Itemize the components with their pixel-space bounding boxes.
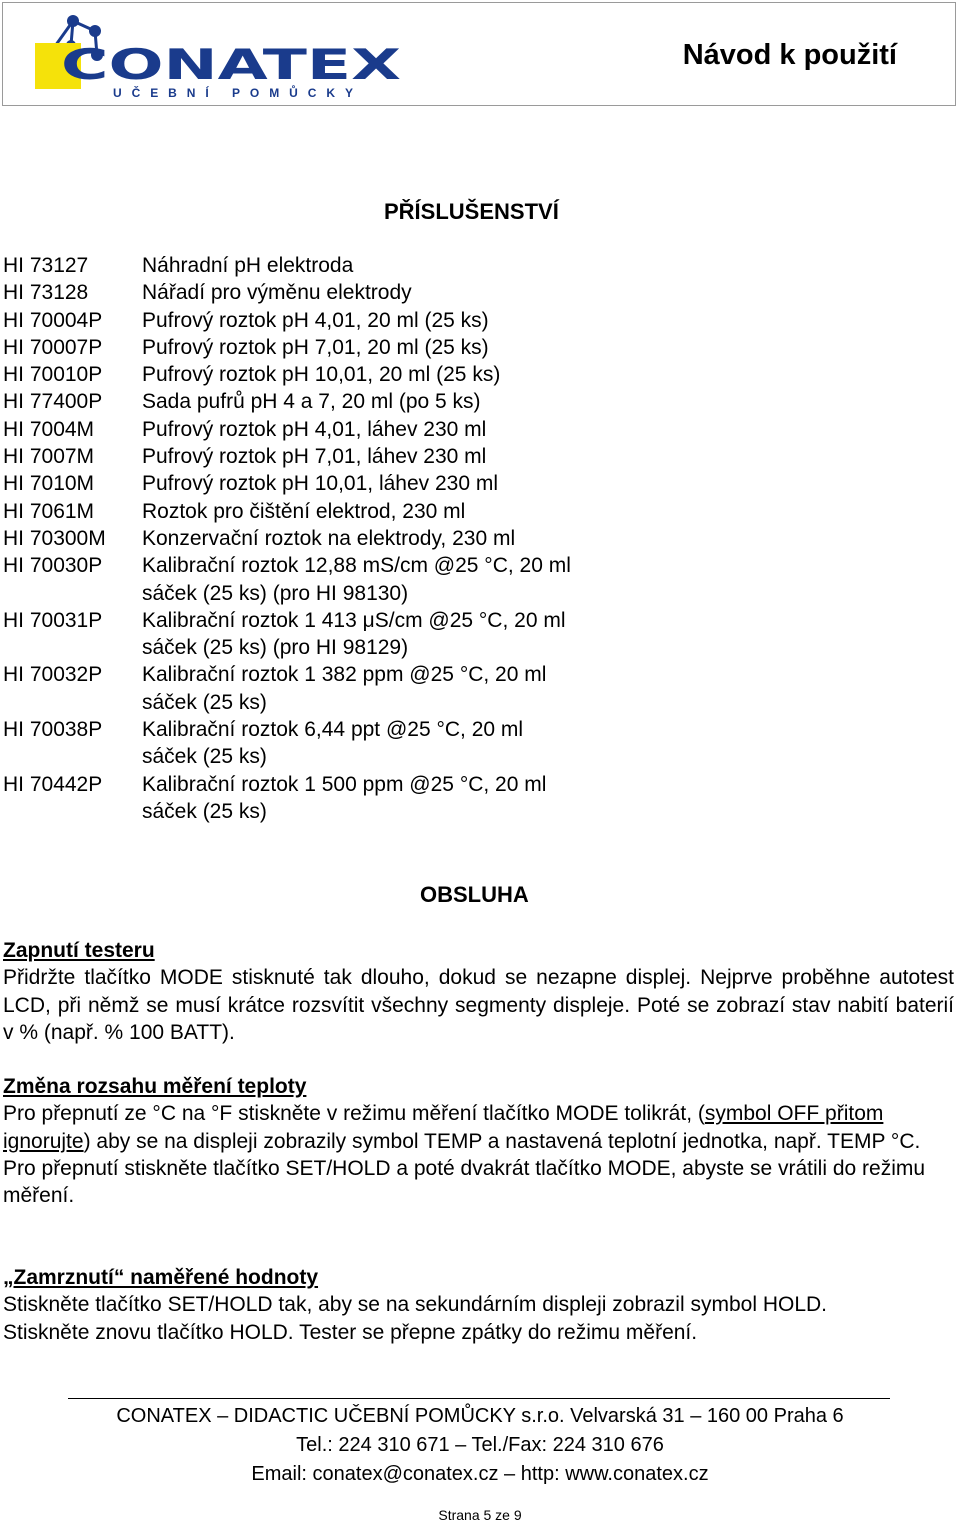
accessory-row bbox=[3, 361, 703, 388]
accessory-description-line: Pufrový roztok pH 10,01, láhev 230 ml bbox=[142, 472, 499, 496]
accessory-description bbox=[142, 661, 703, 716]
power-on-section bbox=[3, 937, 954, 1046]
accessory-description bbox=[142, 416, 703, 443]
page-header bbox=[2, 2, 956, 106]
accessory-description-line: Konzervační roztok na elektrody, 230 ml bbox=[142, 526, 516, 550]
temp-range-text2: Pro přepnutí stiskněte tlačítko SET/HOLD a poté dvakrát tlačítko MODE, abyste se vrátili do režimu měření. bbox=[3, 1156, 926, 1208]
accessory-row bbox=[3, 552, 703, 607]
accessory-row bbox=[3, 443, 703, 470]
temp-range-heading: Změna rozsahu měření teploty bbox=[3, 1075, 307, 1098]
accessory-code: HI 73127 bbox=[3, 254, 89, 277]
temp-range-text-underlined: symbol OFF přitom ignorujte bbox=[3, 1102, 884, 1153]
accessory-description bbox=[142, 552, 703, 607]
accessory-description bbox=[142, 771, 703, 826]
temp-range-text-a: Pro přepnutí ze °C na °F stiskněte v režimu měření tlačítko MODE tolikrát, ( bbox=[3, 1102, 705, 1126]
accessory-code: HI 73128 bbox=[3, 281, 89, 305]
accessory-description-line: sáček (25 ks) (pro HI 98130) bbox=[142, 581, 409, 605]
accessory-code: HI 70030P bbox=[3, 554, 103, 578]
accessory-code: HI 70300M bbox=[3, 526, 106, 550]
accessory-description bbox=[142, 279, 703, 306]
accessory-description-line: Nářadí pro výměnu elektrody bbox=[142, 281, 412, 305]
footer-divider bbox=[68, 1398, 890, 1399]
operation-title: OBSLUHA bbox=[420, 882, 529, 907]
accessory-code: HI 70442P bbox=[3, 772, 103, 796]
accessory-code: HI 70031P bbox=[3, 608, 103, 632]
accessories-title: PŘÍSLUŠENSTVÍ bbox=[384, 199, 559, 224]
freeze-section bbox=[3, 1264, 954, 1346]
accessory-row bbox=[3, 498, 703, 525]
accessory-description bbox=[142, 716, 703, 771]
power-on-heading: Zapnutí testeru bbox=[3, 939, 155, 962]
accessory-description-line: Kalibrační roztok 12,88 mS/cm @25 °C, 20 ml bbox=[142, 554, 571, 578]
accessory-description-line: sáček (25 ks) (pro HI 98129) bbox=[142, 636, 409, 660]
accessory-description bbox=[142, 334, 703, 361]
freeze-heading: „Zamrznutí“ naměřené hodnoty bbox=[3, 1266, 319, 1289]
freeze-text2: Stiskněte znovu tlačítko HOLD. Tester se přepne zpátky do režimu měření. bbox=[3, 1320, 698, 1344]
accessory-description-line: Kalibrační roztok 1 382 ppm @25 °C, 20 ml bbox=[142, 663, 547, 687]
accessory-description-line: Roztok pro čištění elektrod, 230 ml bbox=[142, 499, 466, 523]
accessory-description-line: sáček (25 ks) bbox=[142, 799, 267, 823]
accessory-description-line: Pufrový roztok pH 4,01, 20 ml (25 ks) bbox=[142, 308, 489, 332]
accessory-description bbox=[142, 470, 703, 497]
accessory-row bbox=[3, 607, 703, 662]
accessory-description-line: Sada pufrů pH 4 a 7, 20 ml (po 5 ks) bbox=[142, 390, 481, 414]
accessory-code: HI 70010P bbox=[3, 363, 103, 387]
accessory-description bbox=[142, 607, 703, 662]
temp-range-text-b: ) aby se na displeji zobrazily symbol TEMP a nastavená teplotní jednotka, např. TEMP °C. bbox=[83, 1129, 921, 1153]
accessory-code: HI 70007P bbox=[3, 335, 103, 359]
accessory-description bbox=[142, 361, 703, 388]
document-title: Návod k použití bbox=[682, 39, 897, 71]
accessory-description-line: sáček (25 ks) bbox=[142, 690, 267, 714]
page-number: Strana 5 ze 9 bbox=[438, 1507, 522, 1523]
accessory-description bbox=[142, 388, 703, 415]
accessory-code: HI 7007M bbox=[3, 445, 95, 469]
accessory-description-line: Pufrový roztok pH 7,01, láhev 230 ml bbox=[142, 445, 487, 469]
accessory-row bbox=[3, 470, 703, 497]
accessories-list bbox=[3, 252, 703, 825]
accessory-description bbox=[142, 443, 703, 470]
accessory-code: HI 7010M bbox=[3, 472, 95, 496]
accessory-code: HI 70004P bbox=[3, 308, 103, 332]
accessory-row bbox=[3, 771, 703, 826]
freeze-text1: Stiskněte tlačítko SET/HOLD tak, aby se na sekundárním displeji zobrazil symbol HOLD. bbox=[3, 1293, 828, 1317]
accessory-row bbox=[3, 525, 703, 552]
accessory-description-line: Pufrový roztok pH 4,01, láhev 230 ml bbox=[142, 417, 487, 441]
accessory-code: HI 70038P bbox=[3, 718, 103, 742]
accessory-code: HI 70032P bbox=[3, 663, 103, 687]
conatex-logo bbox=[31, 9, 411, 101]
footer-phone: Tel.: 224 310 671 – Tel./Fax: 224 310 676 bbox=[296, 1434, 664, 1456]
accessory-code: HI 7061M bbox=[3, 499, 95, 523]
accessory-row bbox=[3, 716, 703, 771]
accessory-description-line: Kalibrační roztok 6,44 ppt @25 °C, 20 ml bbox=[142, 718, 524, 742]
accessory-row bbox=[3, 307, 703, 334]
accessory-row bbox=[3, 279, 703, 306]
accessory-code: HI 77400P bbox=[3, 390, 103, 414]
power-on-text: Přidržte tlačítko MODE stisknuté tak dlouho, dokud se nezapne displej. Nejprve proběhne autotest LCD, při němž se musí krátce rozsvítit všechny segmenty displeje. Poté se zobrazí stav nabití baterií v % (např. % 100 BATT). bbox=[3, 966, 954, 1044]
footer-address: CONATEX – DIDACTIC UČEBNÍ POMŮCKY s.r.o. Velvarská 31 – 160 00 Praha 6 bbox=[116, 1405, 844, 1427]
accessory-description bbox=[142, 498, 703, 525]
accessory-row bbox=[3, 334, 703, 361]
accessory-row bbox=[3, 388, 703, 415]
temp-range-section bbox=[3, 1073, 954, 1209]
accessory-description-line: Pufrový roztok pH 7,01, 20 ml (25 ks) bbox=[142, 335, 489, 359]
accessory-description bbox=[142, 525, 703, 552]
accessory-description-line: Pufrový roztok pH 10,01, 20 ml (25 ks) bbox=[142, 363, 501, 387]
logo-tagline: UČEBNÍ POMŮCKY bbox=[113, 86, 353, 100]
accessory-row bbox=[3, 661, 703, 716]
accessory-description-line: Kalibrační roztok 1 500 ppm @25 °C, 20 ml bbox=[142, 772, 547, 796]
accessory-description-line: sáček (25 ks) bbox=[142, 745, 267, 769]
temp-range-text bbox=[3, 1100, 954, 1155]
accessory-description-line: Kalibrační roztok 1 413 μS/cm @25 °C, 20 ml bbox=[142, 608, 566, 632]
accessory-row bbox=[3, 416, 703, 443]
footer-contact: Email: conatex@conatex.cz – http: www.conatex.cz bbox=[251, 1463, 709, 1485]
accessory-description bbox=[142, 307, 703, 334]
accessory-row bbox=[3, 252, 703, 279]
accessory-description bbox=[142, 252, 703, 279]
logo-brand: CONATEX bbox=[61, 40, 401, 89]
accessory-code: HI 7004M bbox=[3, 417, 95, 441]
accessory-description-line: Náhradní pH elektroda bbox=[142, 254, 354, 277]
